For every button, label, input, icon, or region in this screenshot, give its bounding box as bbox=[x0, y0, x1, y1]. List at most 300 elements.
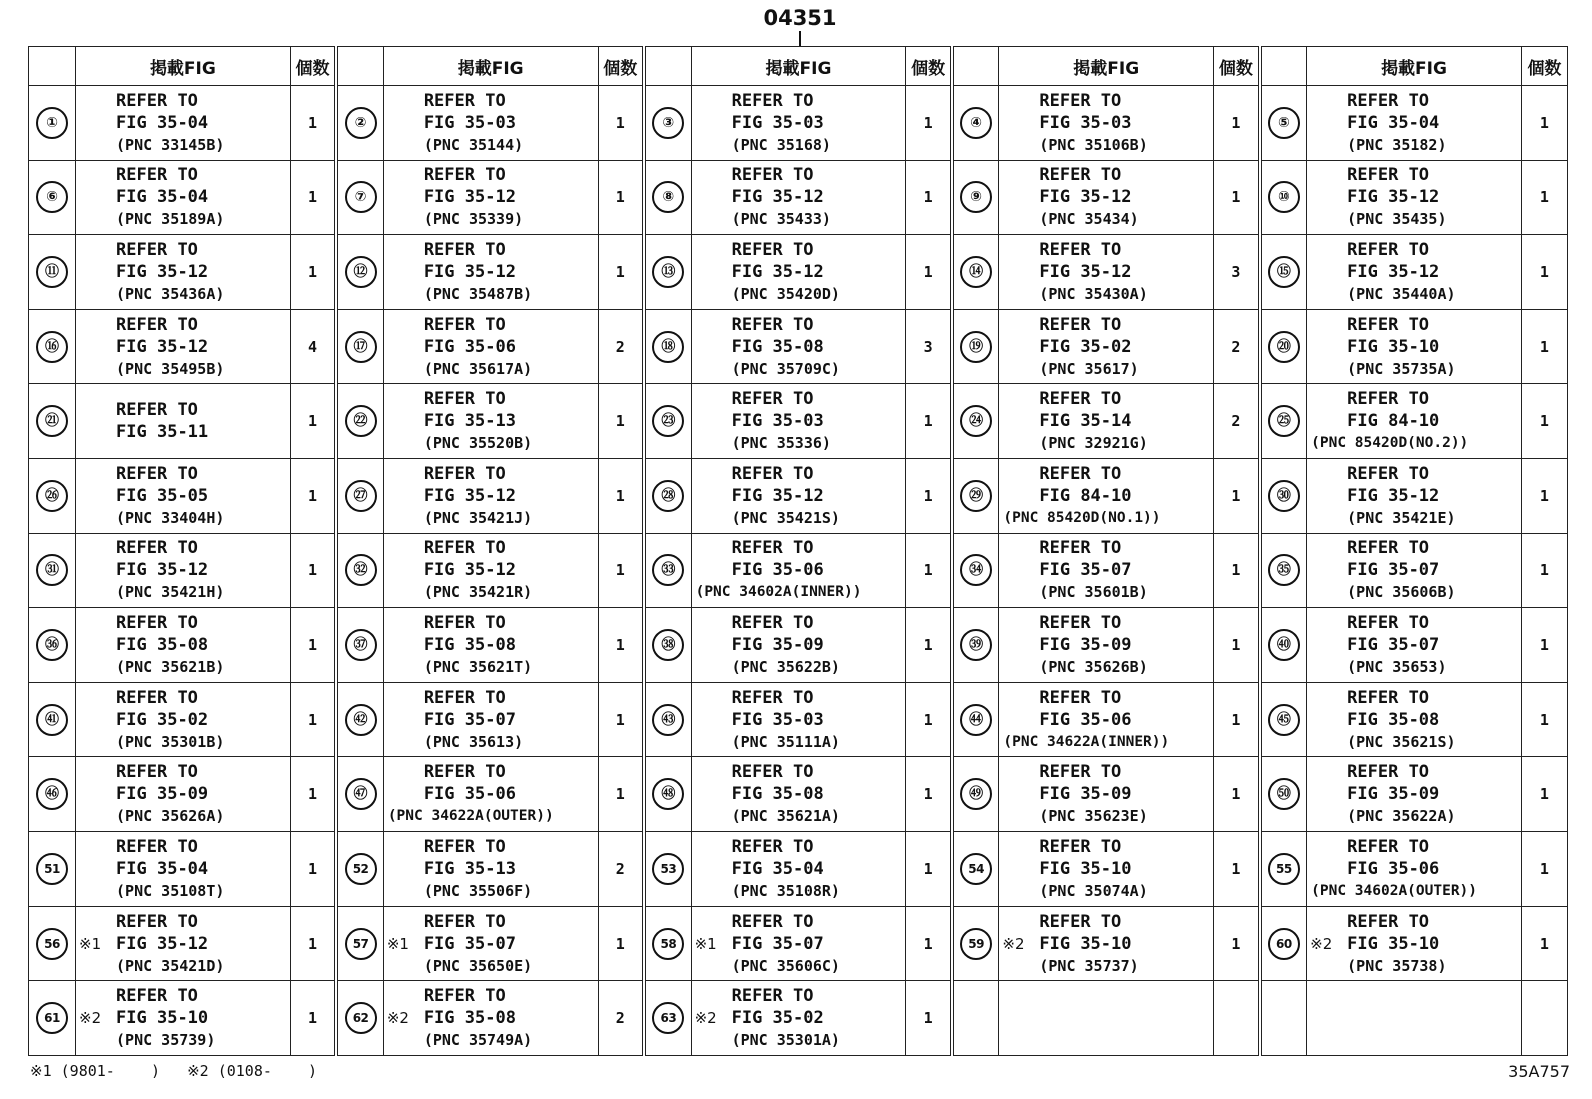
fig-reference-cell bbox=[76, 757, 291, 832]
item-number-badge: ㊾ bbox=[960, 778, 992, 810]
refer-text: REFER TO bbox=[1039, 911, 1122, 932]
item-number-badge: 61 bbox=[36, 1002, 68, 1034]
item-number-cell bbox=[1260, 832, 1307, 907]
item-number-badge: ㊿ bbox=[1268, 778, 1300, 810]
item-number-badge: ㊽ bbox=[652, 778, 684, 810]
fig-reference-cell bbox=[76, 682, 291, 757]
fig-number: FIG 35-09 bbox=[1039, 784, 1132, 805]
fig-number: FIG 35-12 bbox=[731, 485, 824, 506]
refer-text: REFER TO bbox=[116, 538, 198, 559]
item-number-badge: 55 bbox=[1268, 853, 1300, 885]
item-number-badge: ㊺ bbox=[1268, 704, 1300, 736]
fig-reference-cell bbox=[999, 906, 1214, 981]
item-number-badge: ㊶ bbox=[36, 704, 68, 736]
fig-reference-cell bbox=[691, 235, 906, 310]
pnc-code: (PNC 35621A) bbox=[731, 807, 840, 826]
quantity-cell: 1 bbox=[1521, 309, 1567, 384]
fig-number: FIG 35-08 bbox=[731, 336, 824, 357]
refer-text: REFER TO bbox=[1347, 762, 1430, 783]
fig-number: FIG 35-07 bbox=[423, 933, 516, 954]
fig-reference-cell bbox=[1307, 309, 1522, 384]
refer-text: REFER TO bbox=[731, 613, 814, 634]
pnc-code: (PNC 35420D) bbox=[731, 285, 840, 304]
item-number-badge: 56 bbox=[36, 928, 68, 960]
refer-text: REFER TO bbox=[1347, 613, 1430, 634]
pnc-code: (PNC 35421J) bbox=[423, 508, 533, 527]
item-number-badge: 51 bbox=[36, 853, 68, 885]
pnc-code: (PNC 35108R) bbox=[731, 881, 840, 900]
item-number-cell bbox=[336, 533, 383, 608]
quantity-cell: 1 bbox=[290, 608, 336, 683]
header-qty: 個数 bbox=[1214, 47, 1260, 86]
quantity-cell: 2 bbox=[598, 309, 644, 384]
footnote-mark: ※2 bbox=[1002, 934, 1025, 953]
fig-number: FIG 35-09 bbox=[1039, 635, 1132, 656]
fig-number: FIG 35-13 bbox=[423, 858, 516, 879]
refer-text: REFER TO bbox=[1347, 538, 1430, 559]
fig-number: FIG 35-04 bbox=[116, 112, 209, 133]
item-number-cell bbox=[644, 832, 691, 907]
item-number-badge: ④ bbox=[960, 107, 992, 139]
item-number-badge: ㉝ bbox=[652, 554, 684, 586]
fig-number: FIG 35-04 bbox=[116, 187, 209, 208]
fig-reference-cell bbox=[999, 533, 1214, 608]
fig-reference-cell bbox=[999, 682, 1214, 757]
item-number-cell bbox=[29, 384, 76, 459]
refer-text: REFER TO bbox=[731, 836, 814, 857]
refer-text: REFER TO bbox=[423, 836, 506, 857]
refer-text: REFER TO bbox=[731, 314, 814, 335]
refer-text: REFER TO bbox=[116, 911, 198, 932]
header-qty: 個数 bbox=[290, 47, 336, 86]
item-number-badge: 59 bbox=[960, 928, 992, 960]
refer-text: REFER TO bbox=[423, 389, 506, 410]
pnc-code: (PNC 35506F) bbox=[423, 881, 533, 900]
fig-number: FIG 35-12 bbox=[1039, 187, 1132, 208]
quantity-cell: 1 bbox=[1521, 682, 1567, 757]
fig-number: FIG 35-02 bbox=[731, 1008, 824, 1029]
refer-text: REFER TO bbox=[423, 911, 506, 932]
item-number-badge: ⑱ bbox=[652, 331, 684, 363]
item-number-badge: ㊲ bbox=[345, 629, 377, 661]
quantity-cell: 1 bbox=[598, 608, 644, 683]
pnc-code: (PNC 35653) bbox=[1347, 658, 1447, 677]
refer-text: REFER TO bbox=[1347, 463, 1430, 484]
item-number-badge: ㊱ bbox=[36, 629, 68, 661]
quantity-cell: 1 bbox=[290, 533, 336, 608]
fig-number: FIG 35-07 bbox=[1039, 560, 1132, 581]
pnc-code: (PNC 35617A) bbox=[423, 359, 533, 378]
pnc-code: (PNC 35106B) bbox=[1039, 135, 1148, 154]
item-number-cell bbox=[336, 906, 383, 981]
quantity-cell: 1 bbox=[1214, 459, 1260, 534]
item-number-cell bbox=[952, 906, 999, 981]
quantity-cell: 1 bbox=[906, 533, 952, 608]
fig-reference-cell bbox=[691, 459, 906, 534]
item-number-cell bbox=[336, 459, 383, 534]
quantity-cell: 1 bbox=[1521, 832, 1567, 907]
refer-text: REFER TO bbox=[1347, 90, 1430, 111]
item-number-cell bbox=[952, 757, 999, 832]
fig-reference-cell bbox=[383, 533, 598, 608]
fig-number: FIG 35-08 bbox=[116, 635, 209, 656]
item-number-badge: ㉘ bbox=[652, 480, 684, 512]
pnc-code: (PNC 35421E) bbox=[1347, 508, 1456, 527]
item-number-cell bbox=[29, 533, 76, 608]
quantity-cell: 1 bbox=[290, 160, 336, 235]
fig-number: FIG 35-09 bbox=[731, 635, 824, 656]
refer-text: REFER TO bbox=[116, 762, 198, 783]
header-no bbox=[644, 47, 691, 86]
fig-number: FIG 35-03 bbox=[731, 112, 824, 133]
quantity-cell: 1 bbox=[290, 235, 336, 310]
quantity-cell: 1 bbox=[598, 906, 644, 981]
fig-number: FIG 35-09 bbox=[116, 784, 209, 805]
fig-reference-cell bbox=[999, 235, 1214, 310]
quantity-cell: 1 bbox=[1521, 86, 1567, 161]
refer-text: REFER TO bbox=[116, 240, 198, 261]
fig-reference-cell bbox=[999, 459, 1214, 534]
pnc-code: (PNC 35626B) bbox=[1039, 658, 1148, 677]
fig-reference-cell bbox=[691, 160, 906, 235]
pnc-code: (PNC 35430A) bbox=[1039, 285, 1148, 304]
quantity-cell: 1 bbox=[1521, 906, 1567, 981]
quantity-cell: 1 bbox=[906, 832, 952, 907]
quantity-cell: 1 bbox=[906, 682, 952, 757]
item-number-cell bbox=[952, 608, 999, 683]
fig-reference-cell bbox=[383, 309, 598, 384]
quantity-cell: 1 bbox=[290, 832, 336, 907]
fig-reference-cell bbox=[999, 608, 1214, 683]
fig-reference-cell bbox=[999, 86, 1214, 161]
item-number-cell bbox=[29, 832, 76, 907]
pnc-code: (PNC 35613) bbox=[423, 732, 524, 751]
fig-reference-cell bbox=[999, 757, 1214, 832]
refer-text: REFER TO bbox=[423, 986, 506, 1007]
refer-text: REFER TO bbox=[731, 986, 814, 1007]
refer-text: REFER TO bbox=[423, 90, 506, 111]
item-number-cell bbox=[1260, 309, 1307, 384]
refer-text: REFER TO bbox=[1039, 389, 1122, 410]
item-number-badge: ㉑ bbox=[36, 405, 68, 437]
fig-reference-cell bbox=[383, 160, 598, 235]
fig-reference-cell bbox=[1307, 832, 1522, 907]
fig-reference-cell bbox=[76, 981, 291, 1056]
item-number-badge: ㉜ bbox=[345, 554, 377, 586]
quantity-cell: 3 bbox=[1214, 235, 1260, 310]
pnc-code: (PNC 35168) bbox=[731, 135, 831, 154]
item-number-badge: ⑨ bbox=[960, 181, 992, 213]
pnc-code: (PNC 35111A) bbox=[731, 732, 840, 751]
quantity-cell: 1 bbox=[1521, 160, 1567, 235]
pnc-code: (PNC 35421H) bbox=[116, 583, 225, 602]
table-row bbox=[29, 981, 1568, 1056]
fig-reference-cell bbox=[76, 384, 291, 459]
refer-text: REFER TO bbox=[423, 463, 506, 484]
quantity-cell: 1 bbox=[598, 459, 644, 534]
fig-reference-cell bbox=[1307, 981, 1522, 1056]
fig-reference-cell bbox=[383, 906, 598, 981]
item-number-cell bbox=[29, 906, 76, 981]
fig-number: FIG 35-12 bbox=[1039, 262, 1132, 283]
footnote-mark: ※2 bbox=[79, 1009, 102, 1028]
item-number-badge: ① bbox=[36, 107, 68, 139]
pnc-code: (PNC 35433) bbox=[731, 210, 831, 229]
item-number-badge: ⑪ bbox=[36, 256, 68, 288]
item-number-badge: ㊷ bbox=[345, 704, 377, 736]
footnote-1: ※1 (9801- ) bbox=[30, 1062, 160, 1080]
fig-reference-cell bbox=[691, 86, 906, 161]
item-number-cell bbox=[952, 309, 999, 384]
header-fig: 掲載FIG bbox=[999, 47, 1214, 86]
refer-text: REFER TO bbox=[1347, 314, 1430, 335]
quantity-cell: 4 bbox=[290, 309, 336, 384]
fig-number: FIG 35-04 bbox=[116, 858, 209, 879]
item-number-cell bbox=[1260, 160, 1307, 235]
item-number-badge: ㊹ bbox=[960, 704, 992, 736]
item-number-cell bbox=[644, 757, 691, 832]
quantity-cell: 1 bbox=[598, 235, 644, 310]
fig-number: FIG 35-06 bbox=[423, 336, 516, 357]
refer-text: REFER TO bbox=[423, 165, 506, 186]
item-number-badge: ⑧ bbox=[652, 181, 684, 213]
fig-reference-cell bbox=[1307, 906, 1522, 981]
header-no bbox=[29, 47, 76, 86]
refer-text: REFER TO bbox=[731, 911, 814, 932]
pnc-code: (PNC 35339) bbox=[423, 210, 524, 229]
pnc-code: (PNC 35601B) bbox=[1039, 583, 1148, 602]
footnote-mark: ※1 bbox=[694, 934, 717, 953]
pnc-code: (PNC 35737) bbox=[1039, 956, 1139, 975]
pnc-code: (PNC 35074A) bbox=[1039, 881, 1148, 900]
item-number-cell bbox=[952, 160, 999, 235]
refer-text: REFER TO bbox=[116, 463, 198, 484]
quantity-cell: 1 bbox=[290, 459, 336, 534]
item-number-badge: ⑤ bbox=[1268, 107, 1300, 139]
item-number-cell bbox=[644, 906, 691, 981]
refer-text: REFER TO bbox=[423, 538, 506, 559]
fig-reference-cell bbox=[999, 832, 1214, 907]
item-number-badge: ㊳ bbox=[652, 629, 684, 661]
quantity-cell: 1 bbox=[1521, 459, 1567, 534]
fig-number: FIG 35-06 bbox=[731, 560, 824, 581]
pnc-code: (PNC 35650E) bbox=[423, 956, 533, 975]
quantity-cell: 1 bbox=[1214, 682, 1260, 757]
item-number-badge: ㉕ bbox=[1268, 405, 1300, 437]
table-row bbox=[29, 757, 1568, 832]
quantity-cell: 1 bbox=[906, 459, 952, 534]
item-number-cell bbox=[644, 608, 691, 683]
item-number-cell bbox=[644, 309, 691, 384]
fig-number: FIG 35-12 bbox=[423, 187, 516, 208]
item-number-badge: ㉛ bbox=[36, 554, 68, 586]
header-qty: 個数 bbox=[906, 47, 952, 86]
refer-text: REFER TO bbox=[423, 240, 506, 261]
pnc-code: (PNC 33404H) bbox=[116, 508, 225, 527]
pnc-code: (PNC 35487B) bbox=[423, 285, 533, 304]
pnc-code: (PNC 35421D) bbox=[116, 956, 225, 975]
fig-number: FIG 35-12 bbox=[731, 187, 824, 208]
table-row bbox=[29, 459, 1568, 534]
item-number-badge: ⑲ bbox=[960, 331, 992, 363]
item-number-cell bbox=[336, 235, 383, 310]
fig-number: FIG 35-03 bbox=[731, 411, 824, 432]
item-number-badge: ㊴ bbox=[960, 629, 992, 661]
pnc-code: (PNC 35621B) bbox=[116, 658, 225, 677]
fig-reference-cell bbox=[999, 160, 1214, 235]
fig-reference-cell bbox=[1307, 608, 1522, 683]
fig-reference-cell bbox=[691, 309, 906, 384]
fig-number: FIG 35-10 bbox=[1039, 858, 1132, 879]
fig-reference-cell bbox=[383, 832, 598, 907]
item-number-cell bbox=[952, 533, 999, 608]
pnc-code: (PNC 35435) bbox=[1347, 210, 1447, 229]
item-number-badge: ㉚ bbox=[1268, 480, 1300, 512]
pnc-code: (PNC 35520B) bbox=[423, 434, 533, 453]
item-number-cell bbox=[1260, 235, 1307, 310]
fig-number: FIG 35-03 bbox=[423, 112, 516, 133]
quantity-cell: 1 bbox=[1214, 86, 1260, 161]
quantity-cell: 1 bbox=[1214, 757, 1260, 832]
quantity-cell bbox=[1521, 981, 1567, 1056]
fig-number: FIG 35-10 bbox=[116, 1008, 209, 1029]
pnc-code: (PNC 34602A(INNER)) bbox=[695, 584, 862, 601]
item-number-cell bbox=[336, 981, 383, 1056]
item-number-cell bbox=[644, 160, 691, 235]
fig-number: FIG 35-12 bbox=[116, 336, 209, 357]
refer-text: REFER TO bbox=[423, 314, 506, 335]
pnc-code: (PNC 35440A) bbox=[1347, 285, 1456, 304]
fig-reference-cell bbox=[691, 832, 906, 907]
drawing-code: 35A757 bbox=[1508, 1062, 1570, 1081]
pnc-code: (PNC 85420D(NO.2)) bbox=[1311, 435, 1469, 452]
quantity-cell: 1 bbox=[598, 533, 644, 608]
item-number-cell bbox=[336, 309, 383, 384]
fig-number: FIG 35-02 bbox=[116, 709, 209, 730]
refer-text: REFER TO bbox=[1039, 90, 1122, 111]
fig-number: FIG 35-08 bbox=[731, 784, 824, 805]
leader-line bbox=[799, 31, 801, 46]
refer-text: REFER TO bbox=[1039, 687, 1122, 708]
fig-number: FIG 35-04 bbox=[1347, 112, 1440, 133]
fig-reference-cell bbox=[76, 309, 291, 384]
fig-reference-cell bbox=[76, 832, 291, 907]
fig-number: FIG 35-08 bbox=[1347, 709, 1440, 730]
quantity-cell: 1 bbox=[1214, 533, 1260, 608]
fig-reference-cell bbox=[691, 906, 906, 981]
item-number-badge: 57 bbox=[345, 928, 377, 960]
fig-reference-cell bbox=[1307, 757, 1522, 832]
quantity-cell: 1 bbox=[598, 86, 644, 161]
fig-number: FIG 35-10 bbox=[1347, 336, 1440, 357]
fig-number: FIG 35-12 bbox=[116, 262, 209, 283]
pnc-code: (PNC 35622A) bbox=[1347, 807, 1456, 826]
fig-number: FIG 35-12 bbox=[423, 560, 516, 581]
pnc-code: (PNC 35738) bbox=[1347, 956, 1447, 975]
quantity-cell: 1 bbox=[290, 757, 336, 832]
pnc-code: (PNC 35606C) bbox=[731, 956, 840, 975]
refer-text: REFER TO bbox=[1347, 165, 1430, 186]
fig-reference-cell bbox=[76, 459, 291, 534]
fig-reference-cell bbox=[383, 757, 598, 832]
item-number-cell bbox=[644, 459, 691, 534]
item-number-badge: ⑰ bbox=[345, 331, 377, 363]
refer-text: REFER TO bbox=[731, 165, 814, 186]
pnc-code: (PNC 85420D(NO.1)) bbox=[1003, 509, 1161, 526]
refer-text: REFER TO bbox=[1039, 240, 1122, 261]
refer-text: REFER TO bbox=[1039, 314, 1122, 335]
fig-number: FIG 35-02 bbox=[1039, 336, 1132, 357]
pnc-code: (PNC 35622B) bbox=[731, 658, 840, 677]
fig-reference-cell bbox=[76, 533, 291, 608]
quantity-cell: 1 bbox=[1521, 384, 1567, 459]
fig-number: FIG 84-10 bbox=[1039, 485, 1132, 506]
pnc-code: (PNC 32921G) bbox=[1039, 434, 1148, 453]
refer-text: REFER TO bbox=[1347, 911, 1430, 932]
header-no bbox=[952, 47, 999, 86]
item-number-badge: ㊼ bbox=[345, 778, 377, 810]
quantity-cell: 1 bbox=[906, 906, 952, 981]
pnc-code: (PNC 35621S) bbox=[1347, 732, 1456, 751]
fig-number: FIG 35-07 bbox=[731, 933, 824, 954]
quantity-cell: 1 bbox=[290, 906, 336, 981]
item-number-cell bbox=[952, 981, 999, 1056]
fig-reference-cell bbox=[1307, 235, 1522, 310]
fig-number: FIG 35-12 bbox=[116, 560, 209, 581]
item-number-cell bbox=[336, 160, 383, 235]
refer-text: REFER TO bbox=[1039, 762, 1122, 783]
item-number-badge: ㊸ bbox=[652, 704, 684, 736]
fig-reference-cell bbox=[76, 235, 291, 310]
quantity-cell: 1 bbox=[1214, 608, 1260, 683]
table-row bbox=[29, 533, 1568, 608]
item-number-cell bbox=[29, 682, 76, 757]
item-number-cell bbox=[952, 384, 999, 459]
quantity-cell: 1 bbox=[598, 682, 644, 757]
refer-text: REFER TO bbox=[1347, 389, 1430, 410]
refer-text: REFER TO bbox=[731, 389, 814, 410]
quantity-cell bbox=[1214, 981, 1260, 1056]
item-number-badge: ㉔ bbox=[960, 405, 992, 437]
refer-text: REFER TO bbox=[116, 613, 198, 634]
quantity-cell: 1 bbox=[1521, 757, 1567, 832]
item-number-cell bbox=[644, 533, 691, 608]
item-number-badge: ㉞ bbox=[960, 554, 992, 586]
fig-number: FIG 35-06 bbox=[1347, 858, 1440, 879]
quantity-cell: 1 bbox=[906, 86, 952, 161]
fig-number: FIG 35-07 bbox=[1347, 635, 1440, 656]
item-number-cell bbox=[29, 459, 76, 534]
fig-number: FIG 35-12 bbox=[116, 933, 209, 954]
footnote-mark: ※2 bbox=[694, 1009, 717, 1028]
refer-text: REFER TO bbox=[731, 687, 814, 708]
fig-reference-cell bbox=[691, 608, 906, 683]
quantity-cell: 1 bbox=[290, 682, 336, 757]
item-number-cell bbox=[29, 981, 76, 1056]
fig-reference-cell bbox=[1307, 384, 1522, 459]
pnc-code: (PNC 34622A(OUTER)) bbox=[387, 808, 554, 825]
item-number-cell bbox=[1260, 533, 1307, 608]
item-number-cell bbox=[952, 235, 999, 310]
quantity-cell: 1 bbox=[906, 981, 952, 1056]
refer-text: REFER TO bbox=[1039, 836, 1122, 857]
fig-reference-cell bbox=[999, 309, 1214, 384]
quantity-cell: 1 bbox=[906, 160, 952, 235]
item-number-cell bbox=[952, 682, 999, 757]
quantity-cell: 1 bbox=[1214, 160, 1260, 235]
fig-number: FIG 35-06 bbox=[423, 784, 516, 805]
quantity-cell: 1 bbox=[1521, 608, 1567, 683]
